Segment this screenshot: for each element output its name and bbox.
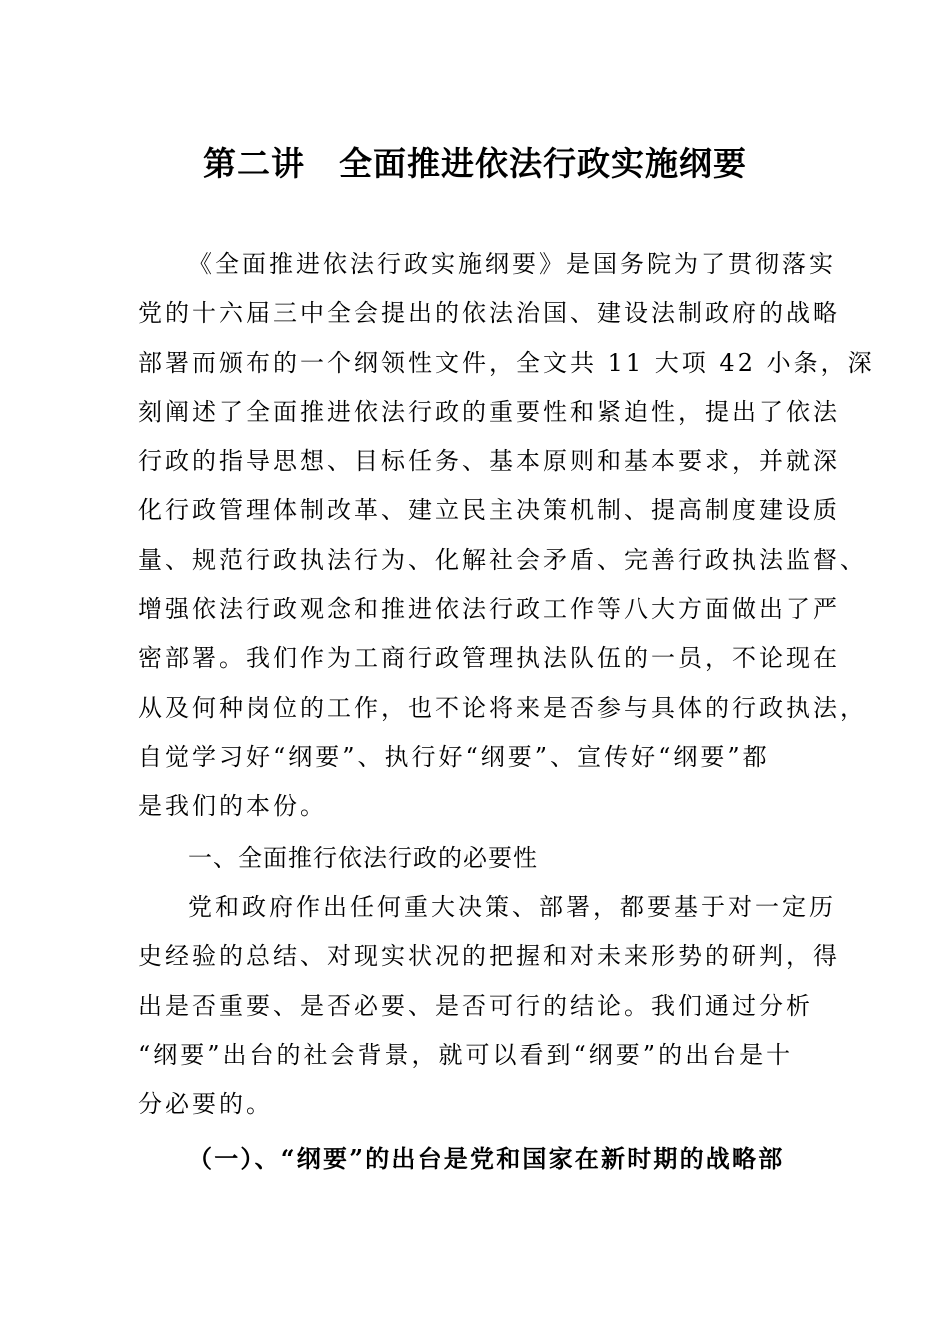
paragraph-line: 密部署。我们作为工商行政管理执法队伍的一员，不论现在 (138, 644, 840, 673)
paragraph-line: 党和政府作出任何重大决策、部署，都要基于对一定历 (188, 893, 836, 921)
paragraph-line: “纲要”出台的社会背景，就可以看到“纲要”的出台是十 (138, 1040, 794, 1069)
paragraph-line: 量、规范行政执法行为、化解社会矛盾、完善行政执法监督、 (138, 545, 867, 574)
document-title: 第二讲 全面推进依法行政实施纲要 (203, 144, 747, 183)
section-paragraph (138, 883, 840, 1129)
paragraph-line: 刻阐述了全面推进依法行政的重要性和紧迫性，提出了依法 (138, 397, 840, 426)
subsection-heading: （一）、“纲要”的出台是党和国家在新时期的战略部 (188, 1144, 785, 1173)
paragraph-line: 出是否重要、是否必要、是否可行的结论。我们通过分析 (138, 991, 813, 1020)
paragraph-line: 史经验的总结、对现实状况的把握和对未来形势的研判，得 (138, 942, 840, 971)
paragraph-line: 分必要的。 (138, 1090, 273, 1119)
paragraph-line: 化行政管理体制改革、建立民主决策机制、提高制度建设质 (138, 496, 840, 525)
paragraph-line: 从及何种岗位的工作，也不论将来是否参与具体的行政执法， (138, 693, 867, 722)
paragraph-line: 党的十六届三中全会提出的依法治国、建设法制政府的战略 (138, 299, 840, 328)
intro-paragraph (138, 240, 875, 832)
paragraph-line: 部署而颁布的一个纲领性文件，全文共 11 大项 42 小条，深 (138, 348, 875, 377)
paragraph-line: 是我们的本份。 (138, 792, 327, 821)
paragraph-line: 自觉学习好“纲要”、执行好“纲要”、宣传好“纲要”都 (138, 742, 770, 771)
section-heading: 一、全面推行依法行政的必要性 (188, 844, 538, 872)
paragraph-line: 增强依法行政观念和推进依法行政工作等八大方面做出了严 (138, 595, 840, 624)
paragraph-line: 《全面推进依法行政实施纲要》是国务院为了贯彻落实 (188, 250, 836, 278)
paragraph-line: 行政的指导思想、目标任务、基本原则和基本要求，并就深 (138, 447, 840, 476)
